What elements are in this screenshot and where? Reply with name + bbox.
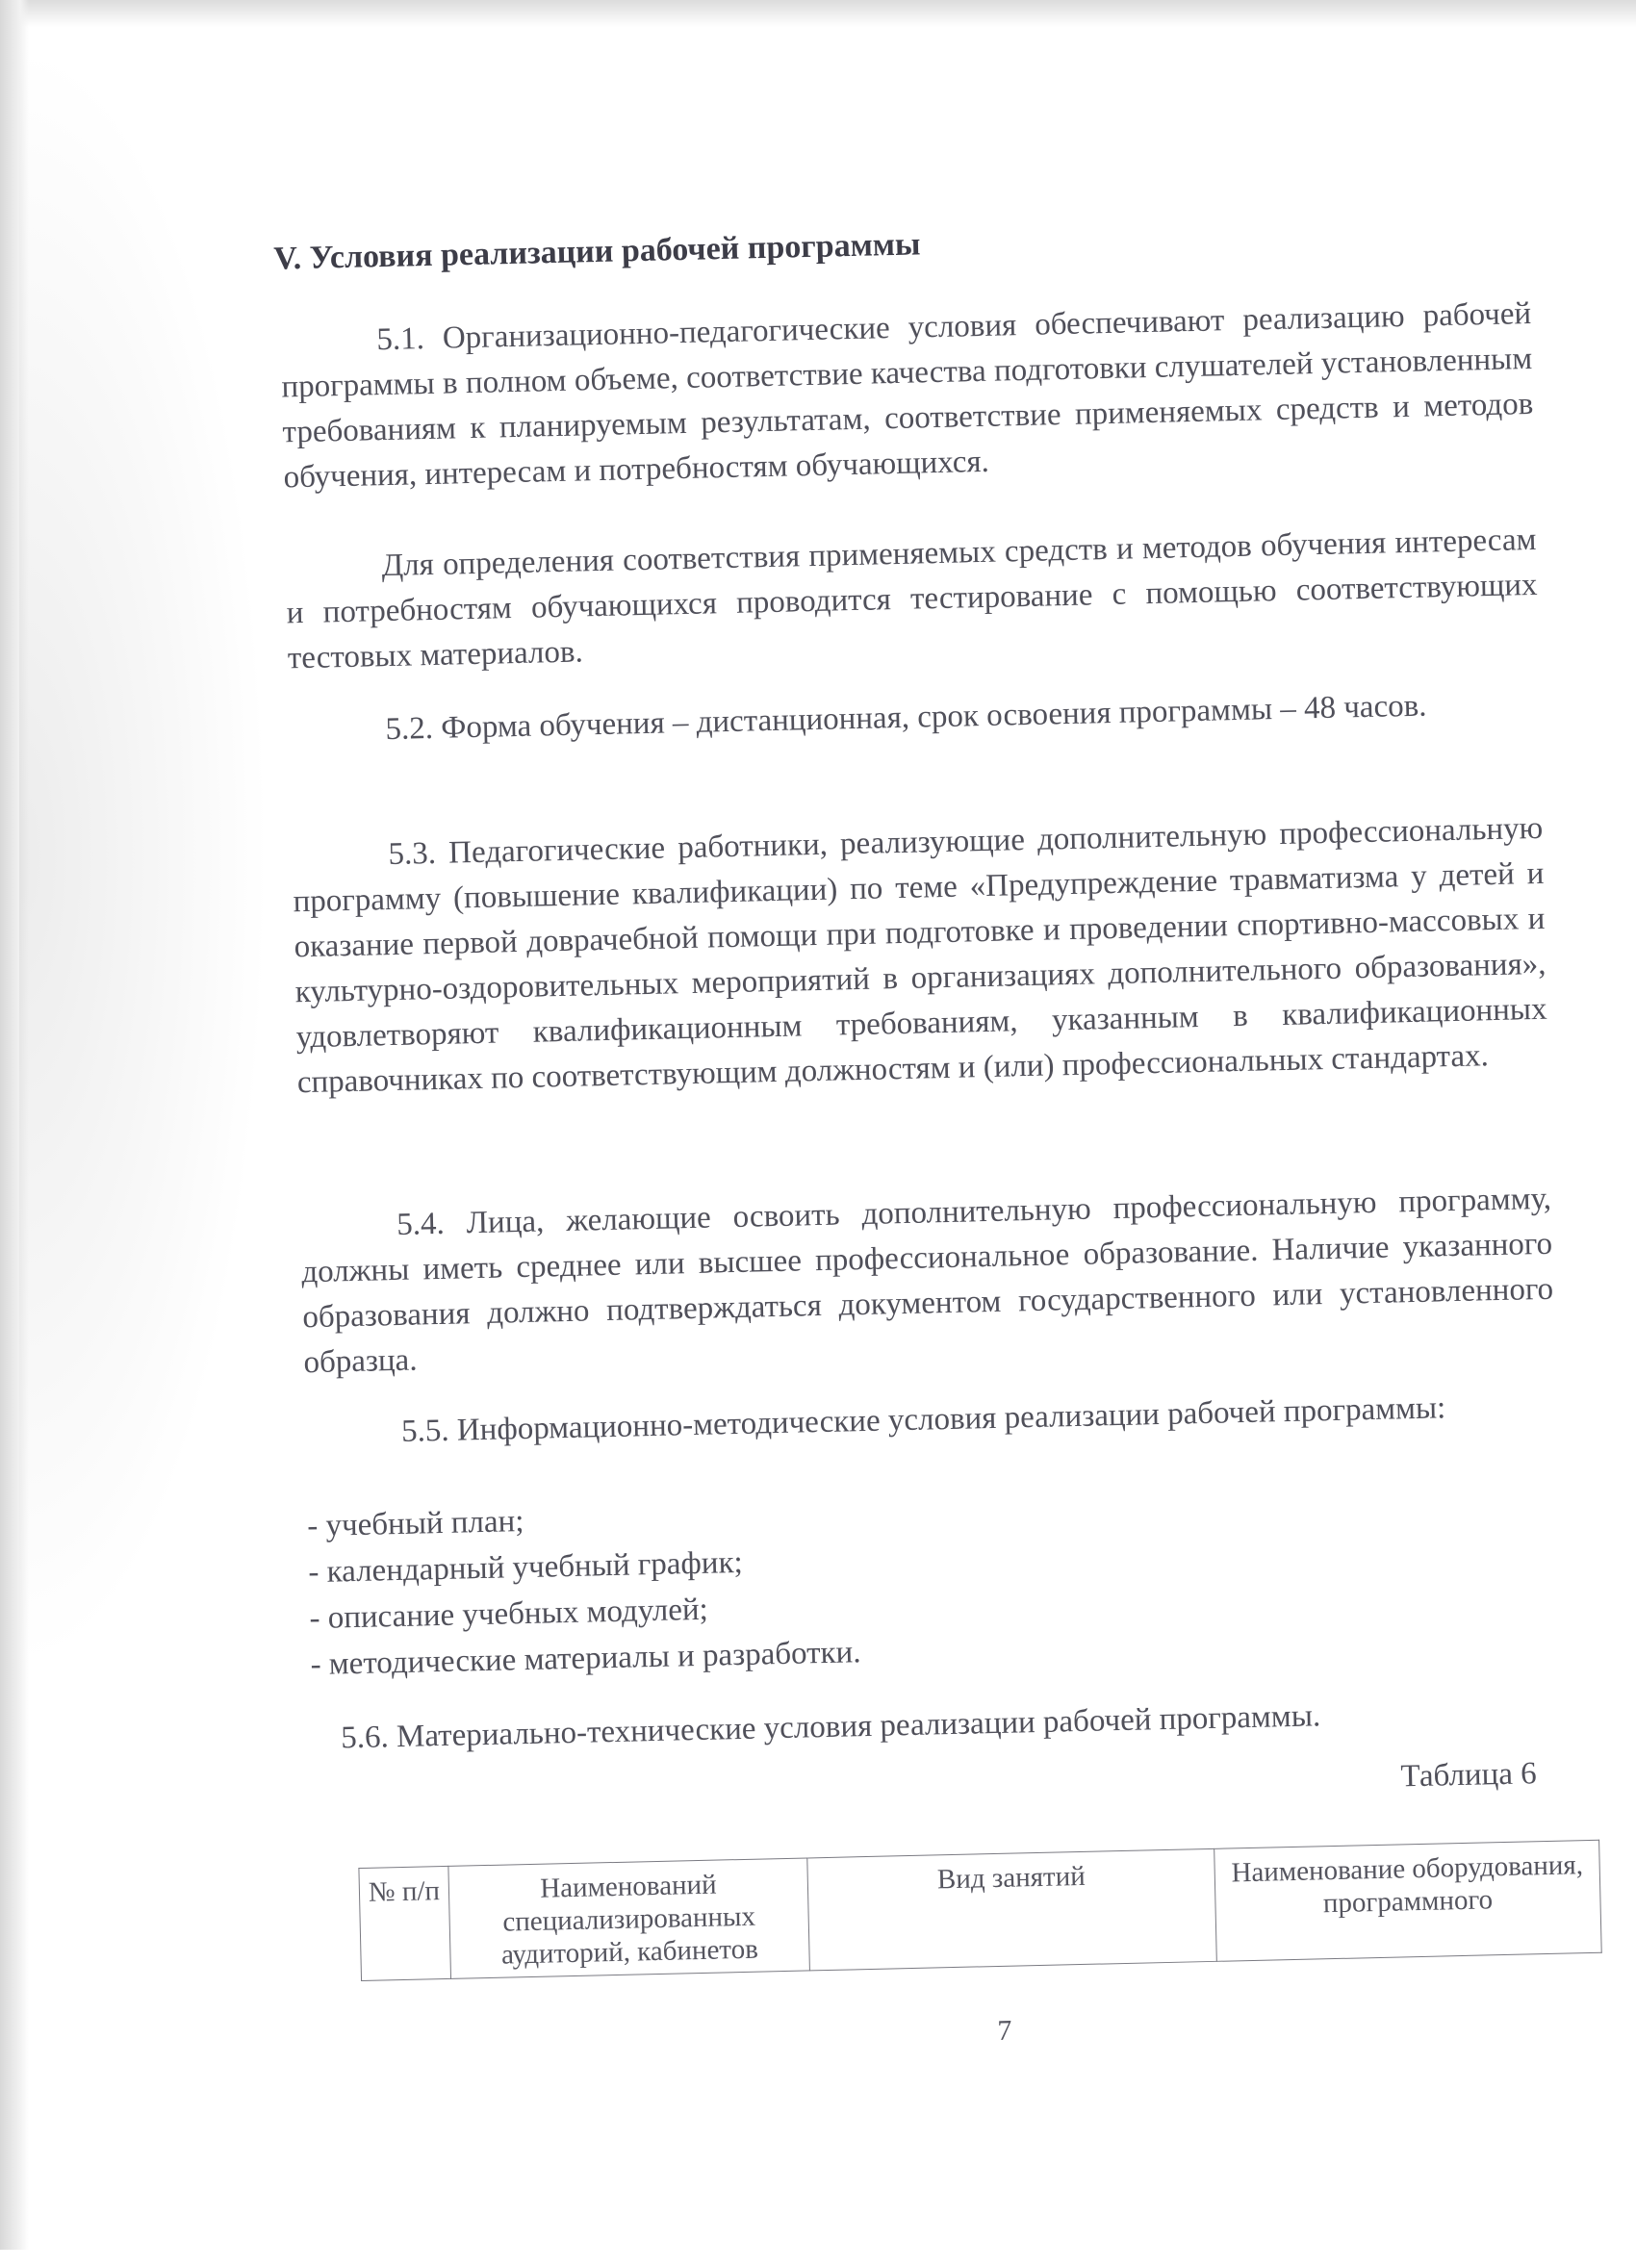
list-item: - методические материалы и разработки. xyxy=(310,1635,861,1683)
paragraph-5-2 xyxy=(289,681,1541,754)
table-6 xyxy=(358,1840,1601,1981)
table-header-cell: Наименований специализированных аудиторий, кабинетов xyxy=(448,1858,810,1978)
paragraph-5-1-text: 5.1. Организационно-педагогические условия обеспечивают реализацию рабочей программы в полном объеме, соответствие качества подготовки слушателей установленным требованиям к планируемым результатам, соответствие применяемых средств и методов обучения, интересам и потребностям обучающихся. xyxy=(281,295,1534,496)
paragraph-5-4 xyxy=(300,1177,1555,1386)
paragraph-5-1 xyxy=(280,292,1535,500)
table-header-cell: № п/п xyxy=(359,1866,451,1980)
table-caption: Таблица 6 xyxy=(1400,1756,1538,1795)
list-item: - учебный план; xyxy=(306,1504,524,1544)
table-header-cell: Вид занятий xyxy=(807,1848,1217,1971)
table-header-cell: Наименование оборудования, программного xyxy=(1214,1840,1602,1961)
list-item: - описание учебных модулей; xyxy=(309,1592,709,1637)
paragraph-5-2-text: 5.2. Форма обучения – дистанционная, срок освоения программы – 48 часов. xyxy=(385,688,1427,748)
section-heading: V. Условия реализации рабочей программы xyxy=(273,226,921,277)
paragraph-testing xyxy=(285,518,1539,681)
paragraph-5-6: 5.6. Материально-технические условия реализации рабочей программы. xyxy=(340,1698,1321,1756)
paragraph-5-5 xyxy=(305,1384,1557,1457)
page-number: 7 xyxy=(997,2014,1012,2048)
paragraph-5-5-text: 5.5. Информационно-методические условия реализации рабочей программы: xyxy=(400,1390,1446,1449)
paragraph-5-3 xyxy=(292,806,1548,1106)
paragraph-testing-text: Для определения соответствия применяемых средств и методов обучения интересам и потребностям обучающихся проводится тестирование с помощью соответствующих тестовых материалов. xyxy=(286,522,1538,676)
paragraph-5-4-text: 5.4. Лица, желающие освоить дополнительную профессиональную программу, должны иметь среднее или высшее профессиональное образование. Наличие указанного образования должно подтверждаться документом государственного или установленного образца. xyxy=(300,1181,1554,1381)
paragraph-5-3-text: 5.3. Педагогические работники, реализующие дополнительную профессиональную программу (повышение квалификации) по теме «Предупреждение травматизма у детей и оказание первой доврачебной помощи при подготовке и проведении спортивно-массовых и культурно-оздоровительных мероприятий в организациях дополнительного образования», удовлетворяют квалификационным требованиям, указанным в квалификационных справочниках по соответствующим должностям и (или) профессиональных стандартах. xyxy=(293,810,1547,1101)
table-header-row xyxy=(359,1840,1601,1980)
methodical-list xyxy=(307,1475,1562,1688)
list-item: - календарный учебный график; xyxy=(308,1544,744,1591)
